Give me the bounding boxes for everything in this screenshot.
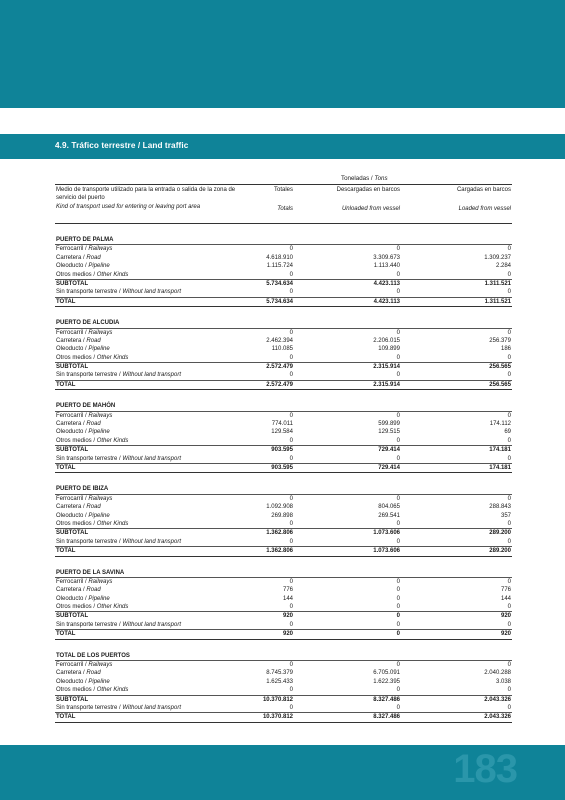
port-name: PUERTO DE MAHÓN: [56, 403, 116, 410]
cell-loaded: 2.040.288: [484, 670, 511, 677]
cell-unloaded: 2.206.015: [373, 337, 400, 344]
cell-loaded: 0: [507, 289, 511, 296]
cell-loaded: 1.311.521: [484, 298, 511, 305]
cell-loaded: 0: [507, 538, 511, 545]
table-row: [55, 411, 512, 420]
cell-total: 0: [289, 437, 293, 444]
table-row: [55, 262, 512, 270]
col-head-totals-en: Totals: [277, 206, 293, 212]
row-label: Oleoducto / Pipeline: [56, 595, 110, 602]
table-row: [55, 437, 512, 445]
cell-total: 903.595: [271, 464, 293, 471]
table-row: [55, 371, 512, 379]
table-row: [55, 503, 512, 511]
table-row: [55, 512, 512, 520]
cell-total: 0: [289, 621, 293, 628]
cell-unloaded: 2.315.914: [373, 364, 400, 371]
total-row: [55, 463, 512, 472]
cell-loaded: 0: [507, 621, 511, 628]
table-row: [55, 678, 512, 686]
cell-total: 8.745.379: [266, 670, 293, 677]
row-label: Otros medios / Other Kinds: [56, 604, 129, 611]
row-label: Oleoducto / Pipeline: [56, 263, 110, 270]
cell-total: 2.462.394: [266, 337, 293, 344]
row-label: Carretera / Road: [56, 670, 101, 677]
cell-total: 0: [289, 662, 293, 669]
cell-unloaded: 8.327.486: [373, 696, 400, 703]
row-label: Sin transporte terrestre / Without land transport: [56, 455, 182, 462]
cell-loaded: 174.112: [489, 421, 511, 428]
cell-unloaded: 0: [396, 354, 400, 361]
cell-loaded: 2.043.326: [484, 696, 511, 703]
table-row: [55, 271, 512, 279]
total-row: [55, 297, 512, 306]
row-label: Otros medios / Other Kinds: [56, 354, 129, 361]
port-gap: [55, 224, 512, 236]
port-gap: [55, 640, 512, 652]
cell-unloaded: 0: [396, 271, 400, 278]
row-label: SUBTOTAL: [56, 696, 89, 703]
cell-total: 110.085: [271, 346, 293, 353]
cell-unloaded: 4.423.113: [373, 298, 400, 305]
port-name: PUERTO DE LA SAVINA: [56, 569, 125, 576]
cell-unloaded: 1.073.606: [373, 548, 400, 555]
cell-total: 774.011: [271, 421, 293, 428]
row-label: TOTAL: [56, 714, 76, 721]
land-traffic-table: [55, 174, 512, 723]
cell-total: 0: [289, 289, 293, 296]
row-label: Carretera / Road: [56, 421, 101, 428]
cell-loaded: 0: [507, 354, 511, 361]
cell-total: 1.362.806: [266, 530, 293, 537]
cell-unloaded: 8.327.486: [373, 714, 400, 721]
cell-total: 1.115.724: [266, 263, 293, 270]
cell-loaded: 288.843: [489, 504, 511, 511]
cell-loaded: 174.181: [489, 464, 511, 471]
cell-unloaded: 0: [396, 578, 400, 585]
col-head-unloaded: Descargadas en barcos: [336, 187, 400, 193]
row-label: Carretera / Road: [56, 254, 101, 261]
row-label: Ferrocarril / Railways: [56, 495, 113, 502]
port-end-rule: [55, 722, 512, 723]
row-label: Otros medios / Other Kinds: [56, 437, 129, 444]
row-label: TOTAL: [56, 548, 76, 555]
cell-unloaded: 3.309.673: [373, 254, 400, 261]
cell-unloaded: 599.899: [378, 421, 400, 428]
col-head-loaded: Cargadas en barcos: [456, 187, 511, 193]
cell-loaded: 0: [507, 437, 511, 444]
port-name: TOTAL DE LOS PUERTOS: [56, 652, 130, 659]
row-label: SUBTOTAL: [56, 364, 89, 371]
port-title: [55, 652, 512, 660]
row-label: Otros medios / Other Kinds: [56, 271, 129, 278]
table-header: [55, 185, 512, 223]
cell-unloaded: 0: [396, 704, 400, 711]
subtotal-row: [55, 611, 512, 620]
row-label: TOTAL: [56, 381, 76, 388]
row-label: SUBTOTAL: [56, 530, 89, 537]
row-label: Sin transporte terrestre / Without land transport: [56, 538, 182, 545]
cell-unloaded: 0: [396, 538, 400, 545]
cell-unloaded: 0: [396, 604, 400, 611]
cell-total: 0: [289, 495, 293, 502]
table-row: [55, 288, 512, 296]
cell-unloaded: 729.414: [378, 464, 400, 471]
cell-loaded: 256.379: [489, 337, 511, 344]
row-label: Ferrocarril / Railways: [56, 412, 113, 419]
cell-loaded: 256.565: [489, 364, 511, 371]
row-label: Carretera / Road: [56, 504, 101, 511]
cell-unloaded: 0: [396, 520, 400, 527]
table-row: [55, 669, 512, 677]
cell-loaded: 0: [507, 246, 511, 253]
cell-loaded: 256.565: [489, 381, 511, 388]
cell-loaded: 0: [507, 495, 511, 502]
cell-unloaded: 6.705.091: [373, 670, 400, 677]
row-label: TOTAL: [56, 298, 76, 305]
subtotal-row: [55, 279, 512, 288]
units-label: Toneladas / Tons: [341, 175, 388, 182]
cell-total: 0: [289, 246, 293, 253]
table-row: [55, 704, 512, 712]
cell-total: 2.572.479: [266, 381, 293, 388]
cell-loaded: 69: [504, 429, 511, 436]
cell-unloaded: 129.515: [378, 429, 400, 436]
table-row: [55, 520, 512, 528]
cell-loaded: 776: [500, 587, 511, 594]
cell-unloaded: 109.899: [378, 346, 400, 353]
cell-total: 0: [289, 372, 293, 379]
port-title: [55, 485, 512, 493]
cell-total: 0: [289, 604, 293, 611]
subtotal-row: [55, 362, 512, 371]
cell-loaded: 357: [500, 512, 511, 519]
cell-unloaded: 0: [396, 621, 400, 628]
total-row: [55, 629, 512, 638]
cell-unloaded: 1.622.395: [373, 678, 400, 685]
cell-total: 5.734.634: [266, 280, 293, 287]
table-row: [55, 586, 512, 594]
port-gap: [55, 473, 512, 485]
cell-total: 269.898: [271, 512, 293, 519]
cell-total: 144: [282, 595, 293, 602]
row-label: Oleoducto / Pipeline: [56, 346, 110, 353]
cell-total: 903.595: [271, 447, 293, 454]
cell-total: 1.625.433: [266, 678, 293, 685]
cell-unloaded: 1.113.440: [373, 263, 400, 270]
row-label: Carretera / Road: [56, 587, 101, 594]
table-row: [55, 254, 512, 262]
cell-total: 0: [289, 704, 293, 711]
cell-loaded: 0: [507, 704, 511, 711]
table-row: [55, 577, 512, 586]
row-label: Ferrocarril / Railways: [56, 246, 113, 253]
section-bar: [0, 134, 565, 159]
table-row: [55, 428, 512, 436]
cell-total: 4.618.910: [266, 254, 293, 261]
row-label: Carretera / Road: [56, 337, 101, 344]
row-label: Oleoducto / Pipeline: [56, 429, 110, 436]
row-label: TOTAL: [56, 464, 76, 471]
port-title: [55, 569, 512, 577]
row-label: Oleoducto / Pipeline: [56, 512, 110, 519]
cell-loaded: 0: [507, 372, 511, 379]
cell-total: 1.362.806: [266, 548, 293, 555]
table-row: [55, 420, 512, 428]
row-label: Ferrocarril / Railways: [56, 329, 113, 336]
cell-loaded: 1.309.237: [484, 254, 511, 261]
cell-loaded: 2.043.326: [484, 714, 511, 721]
row-label: Ferrocarril / Railways: [56, 578, 113, 585]
row-label: Oleoducto / Pipeline: [56, 678, 110, 685]
table-row: [55, 455, 512, 463]
cell-total: 0: [289, 538, 293, 545]
cell-loaded: 3.038: [495, 678, 511, 685]
port-title: [55, 236, 512, 244]
cell-unloaded: 0: [396, 437, 400, 444]
cell-unloaded: 0: [396, 613, 400, 620]
row-label: SUBTOTAL: [56, 613, 89, 620]
cell-unloaded: 269.541: [378, 512, 400, 519]
cell-total: 10.370.812: [262, 714, 293, 721]
total-row: [55, 712, 512, 721]
row-label: Sin transporte terrestre / Without land transport: [56, 704, 182, 711]
port-gap: [55, 390, 512, 402]
port-title: [55, 402, 512, 410]
cell-total: 1.092.908: [266, 504, 293, 511]
cell-total: 129.584: [271, 429, 293, 436]
cell-total: 10.370.812: [262, 696, 293, 703]
cell-total: 2.572.479: [266, 364, 293, 371]
cell-unloaded: 804.065: [378, 504, 400, 511]
subtotal-row: [55, 445, 512, 454]
table-row: [55, 686, 512, 694]
cell-loaded: 289.200: [489, 548, 511, 555]
col-head-unloaded-en: Unloaded from vessel: [341, 206, 400, 212]
cell-total: 0: [289, 329, 293, 336]
port-gap: [55, 307, 512, 319]
cell-unloaded: 0: [396, 412, 400, 419]
cell-loaded: 0: [507, 455, 511, 462]
cell-unloaded: 4.423.113: [373, 280, 400, 287]
cell-loaded: 0: [507, 578, 511, 585]
port-title: [55, 319, 512, 327]
cell-unloaded: 0: [396, 329, 400, 336]
table-row: [55, 660, 512, 669]
col-head-transport: Medio de transporte utilizado para la entrada o salida de la zona de servicio del puerto Kind of transport used for entering or leaving port area: [56, 187, 236, 210]
cell-loaded: 289.200: [489, 530, 511, 537]
cell-unloaded: 0: [396, 587, 400, 594]
table-row: [55, 244, 512, 253]
port-gap: [55, 557, 512, 569]
cell-unloaded: 0: [396, 662, 400, 669]
total-row: [55, 546, 512, 555]
table-row: [55, 494, 512, 503]
row-label: SUBTOTAL: [56, 447, 89, 454]
table-row: [55, 595, 512, 603]
cell-loaded: 1.311.521: [484, 280, 511, 287]
cell-unloaded: 1.073.606: [373, 530, 400, 537]
cell-loaded: 920: [500, 613, 511, 620]
cell-total: 0: [289, 520, 293, 527]
cell-total: 5.734.634: [266, 298, 293, 305]
row-label: Otros medios / Other Kinds: [56, 687, 129, 694]
cell-loaded: 0: [507, 412, 511, 419]
row-label: Otros medios / Other Kinds: [56, 520, 129, 527]
table-row: [55, 328, 512, 337]
header-band: [0, 0, 565, 108]
subtotal-row: [55, 528, 512, 537]
cell-total: 920: [282, 613, 293, 620]
port-name: PUERTO DE IBIZA: [56, 486, 109, 493]
section-title: 4.9. Tráfico terrestre / Land traffic: [55, 141, 189, 150]
col-head-totals: Totales: [273, 187, 293, 193]
cell-loaded: 0: [507, 687, 511, 694]
cell-total: 920: [282, 631, 293, 638]
cell-total: 0: [289, 412, 293, 419]
col-head-loaded-en: Loaded from vessel: [458, 206, 511, 212]
cell-unloaded: 0: [396, 595, 400, 602]
subtotal-row: [55, 695, 512, 704]
row-label: Sin transporte terrestre / Without land transport: [56, 372, 182, 379]
cell-unloaded: 2.315.914: [373, 381, 400, 388]
cell-total: 0: [289, 578, 293, 585]
cell-loaded: 0: [507, 604, 511, 611]
cell-unloaded: 0: [396, 289, 400, 296]
cell-unloaded: 729.414: [378, 447, 400, 454]
cell-total: 0: [289, 455, 293, 462]
footer-band: [0, 745, 565, 800]
row-label: Ferrocarril / Railways: [56, 662, 113, 669]
cell-unloaded: 0: [396, 246, 400, 253]
units-row: [55, 174, 512, 184]
cell-loaded: 144: [500, 595, 511, 602]
cell-loaded: 0: [507, 520, 511, 527]
cell-unloaded: 0: [396, 631, 400, 638]
port-name: PUERTO DE PALMA: [56, 237, 114, 243]
cell-loaded: 920: [500, 631, 511, 638]
total-row: [55, 380, 512, 389]
table-row: [55, 345, 512, 353]
cell-loaded: 186: [500, 346, 511, 353]
cell-loaded: 0: [507, 329, 511, 336]
row-label: Sin transporte terrestre / Without land transport: [56, 621, 182, 628]
cell-unloaded: 0: [396, 495, 400, 502]
cell-total: 0: [289, 687, 293, 694]
cell-unloaded: 0: [396, 372, 400, 379]
row-label: Sin transporte terrestre / Without land transport: [56, 289, 182, 296]
cell-loaded: 174.181: [489, 447, 511, 454]
cell-total: 776: [282, 587, 293, 594]
table-row: [55, 603, 512, 611]
cell-total: 0: [289, 354, 293, 361]
row-label: TOTAL: [56, 631, 76, 638]
cell-loaded: 2.284: [495, 263, 511, 270]
cell-total: 0: [289, 271, 293, 278]
cell-loaded: 0: [507, 271, 511, 278]
cell-loaded: 0: [507, 662, 511, 669]
cell-unloaded: 0: [396, 687, 400, 694]
table-row: [55, 354, 512, 362]
table-row: [55, 621, 512, 629]
port-name: PUERTO DE ALCUDIA: [56, 320, 120, 327]
table-row: [55, 538, 512, 546]
page-number: 183: [453, 747, 517, 791]
table-row: [55, 337, 512, 345]
row-label: SUBTOTAL: [56, 280, 89, 287]
cell-unloaded: 0: [396, 455, 400, 462]
